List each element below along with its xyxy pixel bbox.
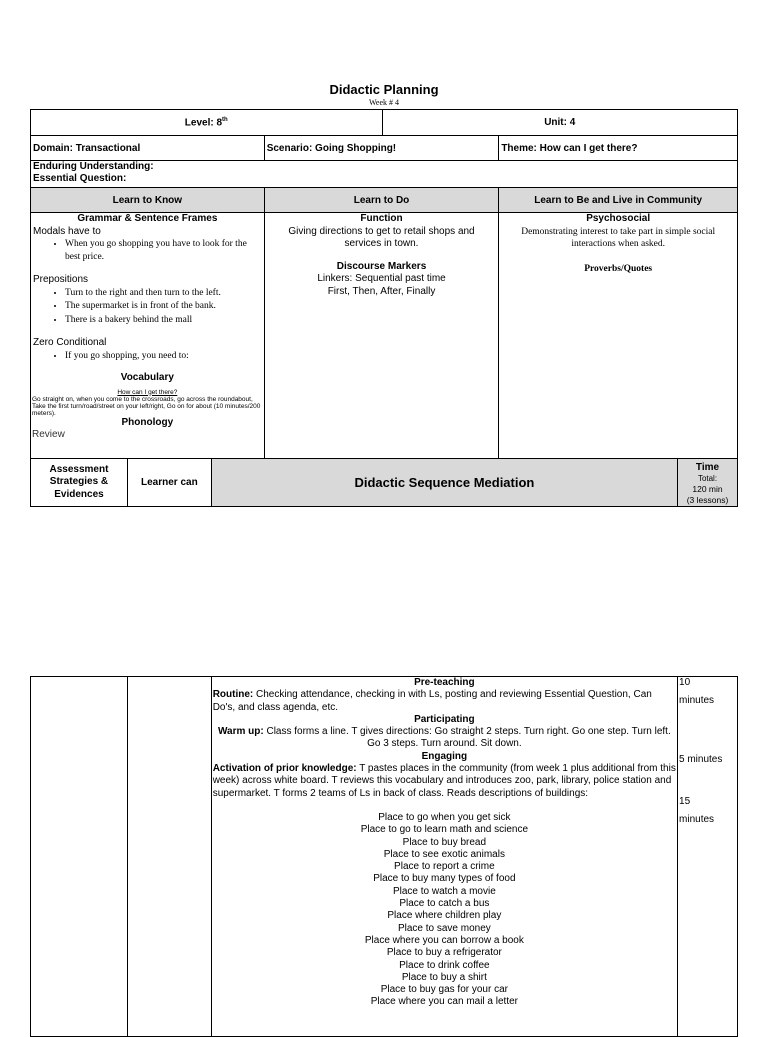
list-item: Place where you can mail a letter (370, 996, 518, 1008)
activation-paragraph: Activation of prior knowledge: T pastes places in the community (from week 1 plus additional from this week) across white board. T reviews this vocabulary and introduces zoo, park, library, police station and supermarket. T forms 2 teams of Ls in back of class. Reads descriptions of buildings: (212, 763, 676, 799)
header-learn-to-know: Learn to Know (31, 188, 265, 213)
mediation-header: Didactic Sequence Mediation (211, 459, 677, 507)
sequence-cell (211, 677, 677, 1037)
unit-cell: Unit: 4 (382, 110, 737, 136)
list-item: • There is a bakery behind the mall (65, 314, 264, 328)
vocabulary-text: Go straight on, when you come to the crossroads, go across the roundabout, Take the first turn/road/street on your left/right, Go on for about (10 minutes/200 meters). (32, 395, 261, 417)
zero-conditional-title: Zero Conditional (33, 337, 107, 348)
list-item: • Turn to the right and then turn to the left. (65, 287, 264, 301)
week-number: Week # 4 (368, 98, 399, 107)
discourse-markers-line: First, Then, After, Finally (327, 285, 436, 297)
function-text: Giving directions to get to retail shops and services in town. (288, 225, 475, 249)
list-item: Place to watch a movie (392, 885, 496, 897)
essential-question: Essential Question: (33, 173, 127, 184)
time-total: Total: (697, 473, 718, 483)
header-learn-to-be: Learn to Be and Live in Community (499, 188, 738, 213)
enduring-cell (31, 161, 738, 188)
phonology-heading: Phonology (121, 416, 174, 428)
list-item: Place to buy a shirt (401, 971, 487, 983)
theme-cell: Theme: How can I get there? (499, 136, 738, 161)
psychosocial-text: Demonstrating interest to take part in simple social interactions when asked. (521, 226, 716, 249)
list-item: Place to go to learn math and science (360, 824, 529, 836)
learn-to-know-cell (31, 213, 265, 459)
grammar-heading: Grammar & Sentence Frames (77, 213, 218, 224)
time-entry: 10 (679, 677, 691, 688)
discourse-markers-heading: Discourse Markers (336, 260, 427, 272)
learner-can-cell (127, 677, 211, 1037)
routine-paragraph: Routine: Checking attendance, checking in with Ls, posting and reviewing Essential Question, Can Do's, and class agenda, etc. (212, 689, 652, 713)
time-minutes: 120 min (692, 483, 723, 494)
assessment-header: Assessment Strategies & Evidences (31, 459, 128, 507)
header-learn-to-do: Learn to Do (264, 188, 499, 213)
time-entry: 5 minutes (679, 753, 723, 765)
vocabulary-subheading: How can I get there? (117, 388, 178, 396)
list-item: Place to go when you get sick (378, 811, 511, 823)
page-title: Didactic Planning (329, 82, 439, 97)
list-item: Place to buy a refrigerator (386, 947, 502, 959)
zero-conditional-list (31, 350, 264, 363)
list-item: Place to catch a bus (399, 898, 490, 910)
vocabulary-heading: Vocabulary (120, 372, 174, 383)
list-item: Place where children play (387, 910, 502, 922)
time-header (678, 459, 738, 507)
list-item: Place to buy bread (402, 836, 487, 848)
list-item: Place to drink coffee (399, 959, 490, 971)
domain-cell: Domain: Transactional (31, 136, 265, 161)
time-entry: minutes (679, 695, 715, 707)
time-cell (678, 677, 738, 1037)
list-item: • If you go shopping, you need to: (65, 350, 264, 363)
planning-table (30, 109, 738, 507)
list-item: Place to save money (397, 922, 491, 934)
engaging-heading: Engaging (421, 750, 468, 762)
psychosocial-heading: Psychosocial (586, 213, 651, 224)
modals-list (31, 238, 264, 263)
list-item: Place to buy gas for your car (380, 984, 508, 996)
sequence-table (30, 676, 738, 1037)
preteaching-heading: Pre-teaching (414, 677, 475, 688)
learn-to-do-cell (264, 213, 499, 459)
list-item: • The supermarket is in front of the bank. (65, 300, 264, 314)
discourse-markers-line: Linkers: Sequential past time (317, 273, 446, 284)
assessment-cell (31, 677, 128, 1037)
scenario-cell: Scenario: Going Shopping! (264, 136, 499, 161)
participating-heading: Participating (414, 713, 475, 725)
time-title: Time (695, 461, 720, 473)
warmup-paragraph: Warm up: Class forms a line. T gives directions: Go straight 2 steps. Turn right. Go one step. Turn left. Go 3 steps. Turn around. Sit down. (217, 726, 671, 750)
list-item: Place to buy many types of food (373, 873, 516, 885)
review-text: Review (32, 429, 65, 440)
modals-title: Modals have to (33, 225, 101, 237)
level-cell: Level: 8th (31, 110, 383, 136)
time-entry: minutes (679, 814, 715, 826)
list-item: Place where you can borrow a book (364, 934, 524, 946)
list-item: • When you go shopping you have to look for the best price. (65, 238, 264, 263)
learner-can-header: Learner can (127, 459, 211, 507)
proverbs-heading: Proverbs/Quotes (584, 263, 653, 274)
places-list (213, 812, 676, 1009)
learn-to-be-cell (499, 213, 738, 459)
time-lessons: (3 lessons) (686, 494, 729, 505)
prepositions-list (31, 287, 264, 328)
list-item: Place to see exotic animals (383, 848, 505, 860)
function-heading: Function (360, 213, 403, 224)
prepositions-title: Prepositions (33, 274, 89, 285)
enduring-understanding: Enduring Understanding: (33, 161, 154, 172)
list-item: Place to report a crime (394, 861, 495, 873)
time-entry: 15 (679, 795, 691, 807)
